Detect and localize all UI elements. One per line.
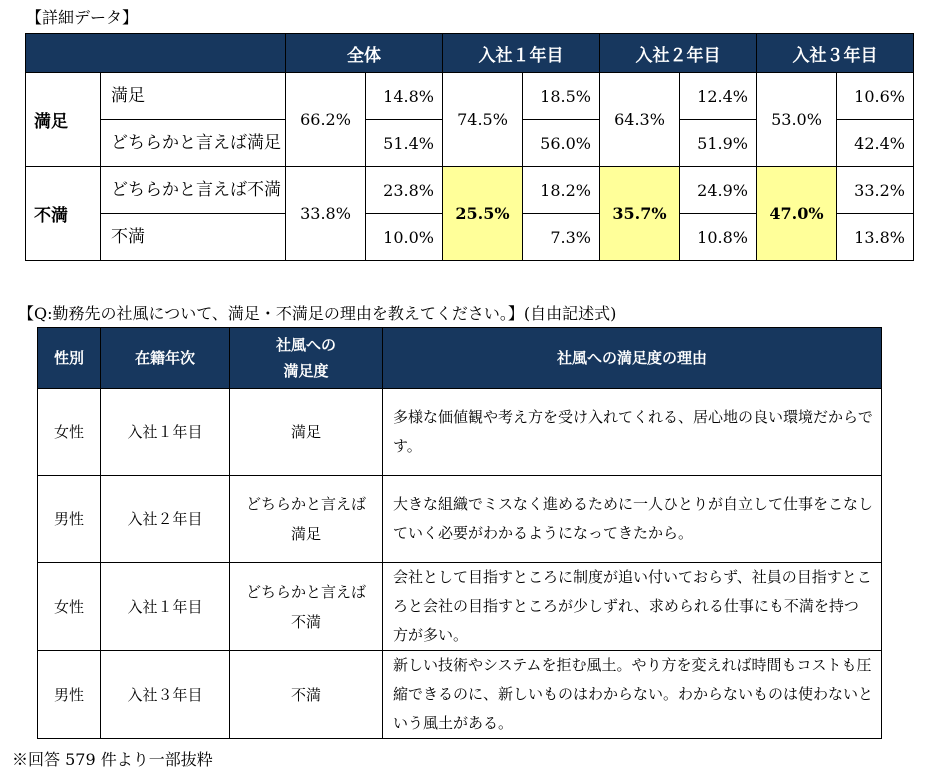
reason-cell: 会社として目指すところに制度が追い付いておらず、社員の目指すところと会社の目指すところが少しずれ、求められる仕事にも不満を持つ方が多い。 — [383, 563, 882, 651]
free-answer-table — [37, 327, 882, 739]
question-title: 【Q:勤務先の社風について、満足・不満足の理由を教えてください。】(自由記述式) — [18, 304, 617, 323]
satisfaction-line1: 不満 — [290, 685, 321, 704]
value-cell: 23.8% — [366, 167, 443, 214]
header-year2: 入社２年目 — [600, 34, 757, 73]
group-satisfied: 満足 — [26, 73, 101, 167]
satisfaction-cell — [230, 651, 383, 739]
header-all: 全体 — [286, 34, 443, 73]
row-label: 不満 — [101, 214, 286, 261]
row-label — [101, 120, 286, 167]
row-label — [101, 167, 286, 214]
value-cell: 14.8% — [366, 73, 443, 120]
detail-data-table — [25, 33, 914, 261]
gender-cell: 男性 — [38, 651, 101, 739]
header-satisfaction-line1: 社風への — [275, 336, 336, 354]
value-cell: 33.2% — [837, 167, 914, 214]
year-cell: 入社１年目 — [101, 389, 230, 476]
table-row — [38, 389, 882, 476]
year-cell: 入社２年目 — [101, 476, 230, 563]
highlight-total-cell: 25.5% — [443, 167, 523, 261]
satisfaction-cell — [230, 476, 383, 563]
header-satisfaction-line2: 満足度 — [283, 362, 329, 380]
table-row — [38, 651, 882, 739]
satisfaction-line1: 満足 — [290, 423, 321, 441]
row-label-text: どちらかと言えば不満 — [111, 180, 281, 200]
value-cell: 56.0% — [523, 120, 600, 167]
header-gender: 性別 — [38, 328, 101, 389]
table-row — [38, 563, 882, 651]
row-label: 満足 — [101, 73, 286, 120]
value-cell: 24.9% — [680, 167, 757, 214]
value-cell: 51.9% — [680, 120, 757, 167]
satisfaction-line1: どちらかと言えば — [245, 495, 366, 513]
header-reason: 社風への満足度の理由 — [383, 328, 882, 389]
reason-cell: 多様な価値観や考え方を受け入れてくれる、居心地の良い環境だからです。 — [383, 389, 882, 476]
reason-cell: 新しい技術やシステムを拒む風土。やり方を変えれば時間もコストも圧縮できるのに、新しいものはわからない。わからないものは使わないという風土がある。 — [383, 651, 882, 739]
satisfaction-cell — [230, 389, 383, 476]
value-cell: 10.6% — [837, 73, 914, 120]
header-year: 在籍年次 — [101, 328, 230, 389]
total-cell: 53.0% — [757, 73, 837, 167]
value-cell: 12.4% — [680, 73, 757, 120]
value-cell: 7.3% — [523, 214, 600, 261]
total-cell: 66.2% — [286, 73, 366, 167]
satisfaction-line2: 不満 — [290, 612, 321, 631]
header-blank — [26, 34, 286, 73]
value-cell: 18.2% — [523, 167, 600, 214]
total-cell: 64.3% — [600, 73, 680, 167]
footnote: ※回答 579 件より一部抜粋 — [12, 750, 213, 769]
total-cell: 33.8% — [286, 167, 366, 261]
highlight-total-cell: 35.7% — [600, 167, 680, 261]
table-row — [38, 476, 882, 563]
gender-cell: 女性 — [38, 563, 101, 651]
gender-cell: 女性 — [38, 389, 101, 476]
header-satisfaction — [230, 328, 383, 389]
satisfaction-line1: どちらかと言えば — [245, 582, 366, 601]
highlight-total-cell: 47.0% — [757, 167, 837, 261]
detail-data-title: 【詳細データ】 — [26, 8, 139, 27]
year-cell: 入社３年目 — [101, 651, 230, 739]
satisfaction-line2: 満足 — [290, 525, 321, 543]
value-cell: 18.5% — [523, 73, 600, 120]
total-cell: 74.5% — [443, 73, 523, 167]
header-year3: 入社３年目 — [757, 34, 914, 73]
reason-cell: 大きな組織でミスなく進めるために一人ひとりが自立して仕事をこなしていく必要がわかるようになってきたから。 — [383, 476, 882, 563]
row-label-text: どちらかと言えば満足 — [111, 133, 281, 153]
group-dissatisfied: 不満 — [26, 167, 101, 261]
gender-cell: 男性 — [38, 476, 101, 563]
satisfaction-cell — [230, 563, 383, 651]
value-cell: 13.8% — [837, 214, 914, 261]
value-cell: 10.0% — [366, 214, 443, 261]
value-cell: 42.4% — [837, 120, 914, 167]
header-year1: 入社１年目 — [443, 34, 600, 73]
value-cell: 51.4% — [366, 120, 443, 167]
year-cell: 入社１年目 — [101, 563, 230, 651]
value-cell: 10.8% — [680, 214, 757, 261]
